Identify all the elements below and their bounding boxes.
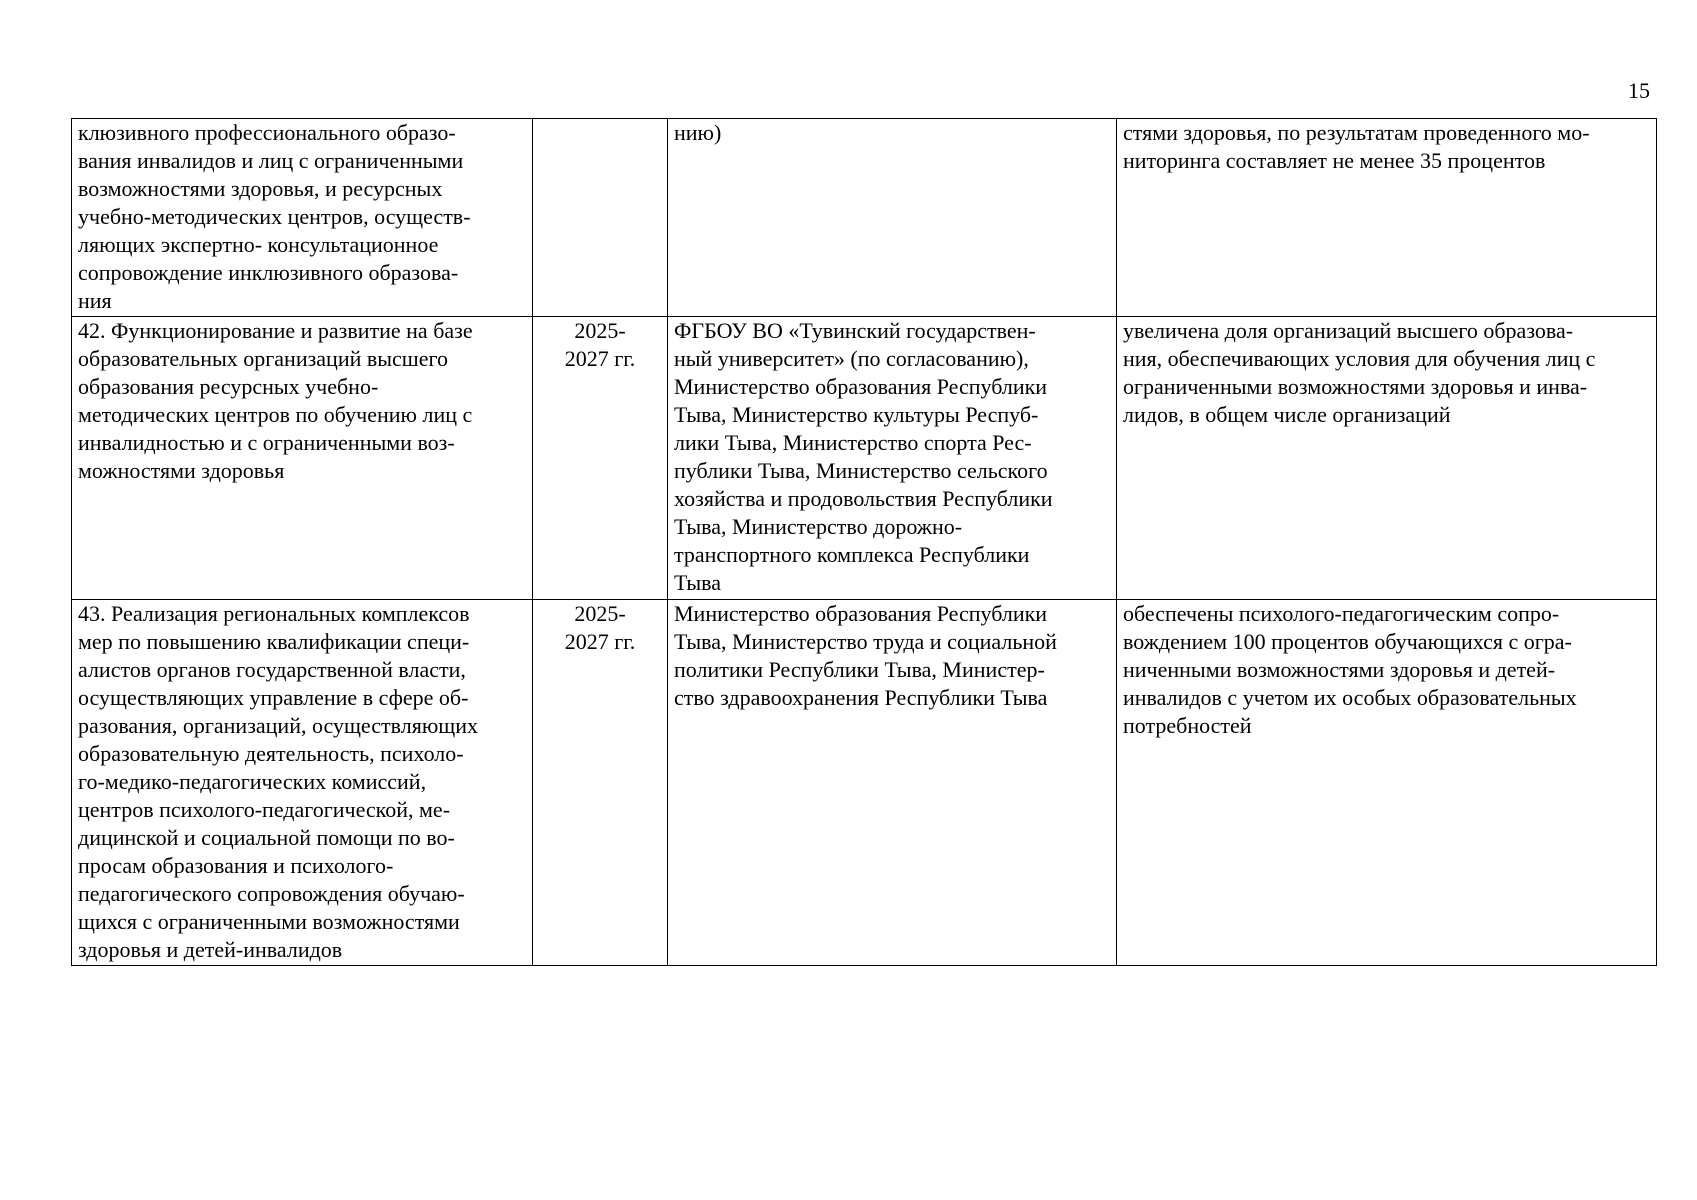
measures-table <box>71 118 1657 966</box>
measure-cell: 42. Функционирование и развитие на базе образовательных организаций высшего образования ресурсных учебно- методических центров по обучению лиц с инвалидностью и с ограниченными воз- можностями здоровья <box>72 317 533 600</box>
page-number: 15 <box>1628 78 1650 103</box>
table-row <box>72 600 1657 966</box>
table-row <box>72 119 1657 317</box>
result-cell: обеспечены психолого-педагогическим сопро- вождением 100 процентов обучающихся с огра- ниченными возможностями здоровья и детей- инвалидов с учетом их особых образовательных потребностей <box>1117 600 1657 966</box>
table-row <box>72 317 1657 600</box>
period-cell: 2025- 2027 гг. <box>533 600 668 966</box>
period-cell: 2025- 2027 гг. <box>533 317 668 600</box>
period-cell <box>533 119 668 317</box>
responsible-cell: нию) <box>668 119 1117 317</box>
result-cell: увеличена доля организаций высшего образова- ния, обеспечивающих условия для обучения лиц с ограниченными возможностями здоровья и инва- лидов, в общем числе организаций <box>1117 317 1657 600</box>
result-cell: стями здоровья, по результатам проведенного мо- ниторинга составляет не менее 35 процентов <box>1117 119 1657 317</box>
responsible-cell: Министерство образования Республики Тыва, Министерство труда и социальной политики Республики Тыва, Министер- ство здравоохранения Республики Тыва <box>668 600 1117 966</box>
measure-cell: клюзивного профессионального образо- вания инвалидов и лиц с ограниченными возможностями здоровья, и ресурсных учебно-методических центров, осуществ- ляющих экспертно- консультационное сопровождение инклюзивного образова- ния <box>72 119 533 317</box>
responsible-cell: ФГБОУ ВО «Тувинский государствен- ный университет» (по согласованию), Министерство образования Республики Тыва, Министерство культуры Респуб- лики Тыва, Министерство спорта Рес- публики Тыва, Министерство сельского хозяйства и продовольствия Республики Тыва, Министерство дорожно- транспортного комплекса Республики Тыва <box>668 317 1117 600</box>
measure-cell: 43. Реализация региональных комплексов мер по повышению квалификации специ- алистов органов государственной власти, осуществляющих управление в сфере об- разования, организаций, осуществляющих образовательную деятельность, психоло- го-медико-педагогических комиссий, центров психолого-педагогической, ме- дицинской и социальной помощи по во- просам образования и психолого- педагогического сопровождения обучаю- щихся с ограниченными возможностями здоровья и детей-инвалидов <box>72 600 533 966</box>
